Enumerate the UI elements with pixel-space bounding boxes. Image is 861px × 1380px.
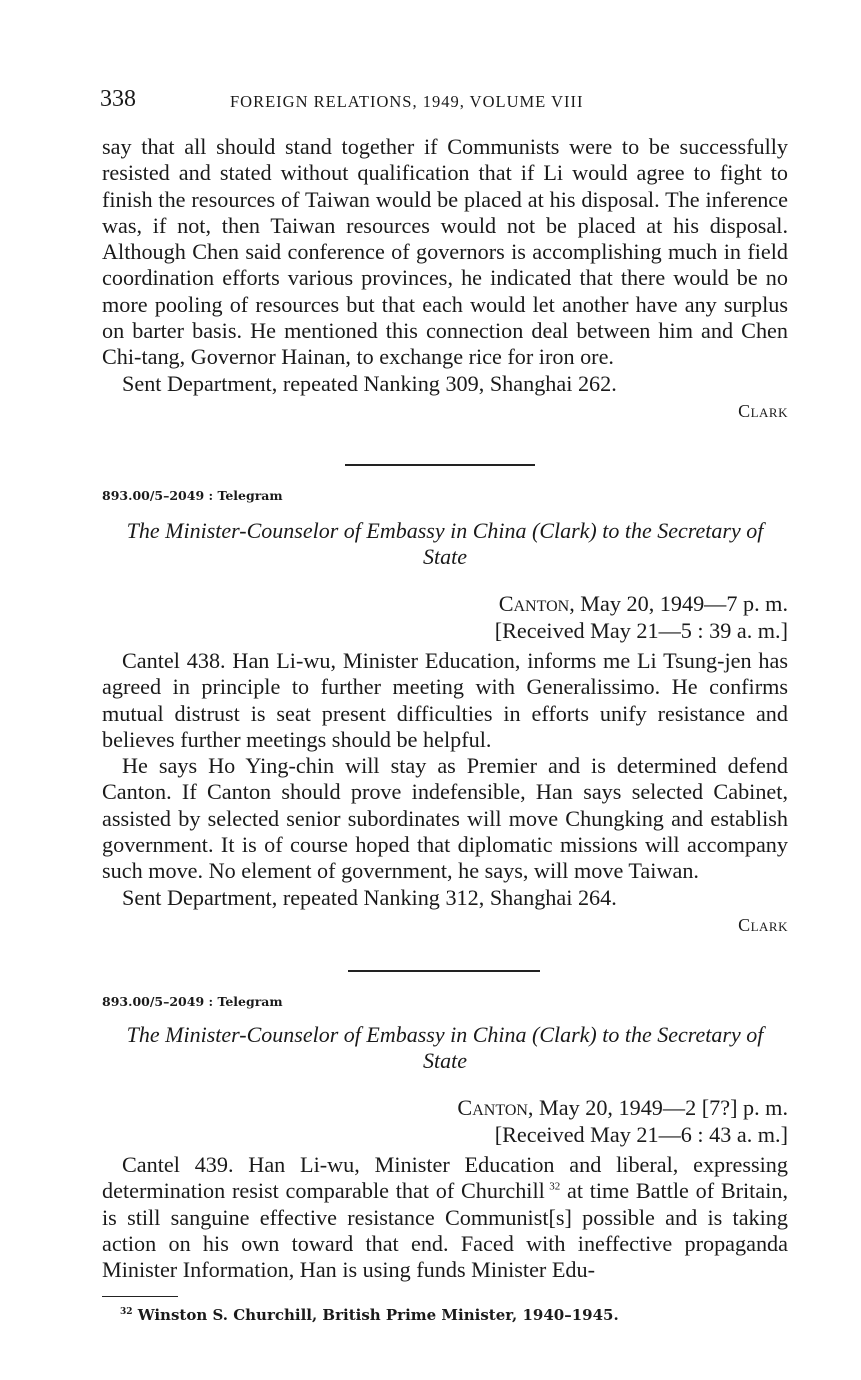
signature: Clark [738, 400, 788, 421]
signature: Clark [738, 914, 788, 935]
paragraph-text: Cantel 439. Han Li-wu, Minister Education and liberal, expressing determination resist comparable that of Churchill [102, 1152, 788, 1204]
continuation-section [102, 134, 788, 422]
footnote-number: 32 [120, 1307, 133, 1317]
document-title: The Minister-Counselor of Embassy in China (Clark) to the Secretary of State [126, 1022, 764, 1073]
running-head: FOREIGN RELATIONS, 1949, VOLUME VIII [230, 92, 584, 111]
telegram-body [102, 648, 788, 936]
document-reference: 893.00/5–2049 : Telegram [102, 488, 283, 503]
footnote-marker[interactable]: 32 [549, 1180, 561, 1193]
page-number: 338 [100, 86, 136, 112]
dateline [102, 1094, 788, 1148]
dateline-date: May 20, 1949—2 [7?] p. m. [539, 1095, 788, 1120]
telegram-body [102, 1152, 788, 1283]
received-line: [Received May 21—5 : 39 a. m.] [494, 618, 788, 643]
body-paragraph: Cantel 438. Han Li-wu, Minister Education, informs me Li Tsung-jen has agreed in principle to further meeting with Generalissimo. He confirms mutual distrust is seat present difficulties in efforts unify resistance and believes further meetings should be helpful. [102, 648, 788, 752]
document-title: The Minister-Counselor of Embassy in China (Clark) to the Secretary of State [126, 518, 764, 569]
footnote [120, 1306, 619, 1324]
dateline-date: May 20, 1949—7 p. m. [580, 591, 788, 616]
received-line: [Received May 21—6 : 43 a. m.] [494, 1122, 788, 1147]
dateline-place: Canton, [498, 591, 575, 616]
dateline [102, 590, 788, 644]
sent-line: Sent Department, repeated Nanking 309, Shanghai 262. [122, 370, 617, 396]
continuation-paragraph: say that all should stand together if Communists were to be successfully resisted and stated without qualification that if Li would agree to fight to finish the resources of Taiwan would be placed at his disposal. The inference was, if not, then Taiwan resources would not be placed at his disposal. Although Chen said conference of governors is accomplishing much in field coordination efforts various provinces, he indicated that there would be no more pooling of resources but that each would let another have any surplus on barter basis. He mentioned this connection deal between him and Chen Chi-tang, Governor Hainan, to exchange rice for iron ore. [102, 134, 788, 370]
document-reference: 893.00/5–2049 : Telegram [102, 994, 283, 1009]
page-header [100, 86, 790, 118]
footnote-text: Winston S. Churchill, British Prime Minister, 1940–1945. [132, 1306, 619, 1324]
section-divider [345, 464, 535, 466]
body-paragraph [102, 1152, 788, 1283]
footnote-divider [102, 1296, 178, 1297]
sent-line: Sent Department, repeated Nanking 312, Shanghai 264. [122, 884, 617, 910]
dateline-place: Canton, [457, 1095, 534, 1120]
section-divider [348, 970, 540, 972]
paragraph-text: at time Battle of Britain, is still sanguine effective resistance Communist[s] possible and is taking action on his own toward that end. Faced with ineffective propaganda Minister Information, Han is using funds Minister Edu- [102, 1178, 788, 1283]
body-paragraph: He says Ho Ying-chin will stay as Premier and is determined defend Canton. If Canton should prove indefensible, Han says selected Cabinet, assisted by selected senior subordinates will move Chungking and establish government. It is of course hoped that diplomatic missions will accompany such move. No element of government, he says, will move Taiwan. [102, 753, 788, 884]
